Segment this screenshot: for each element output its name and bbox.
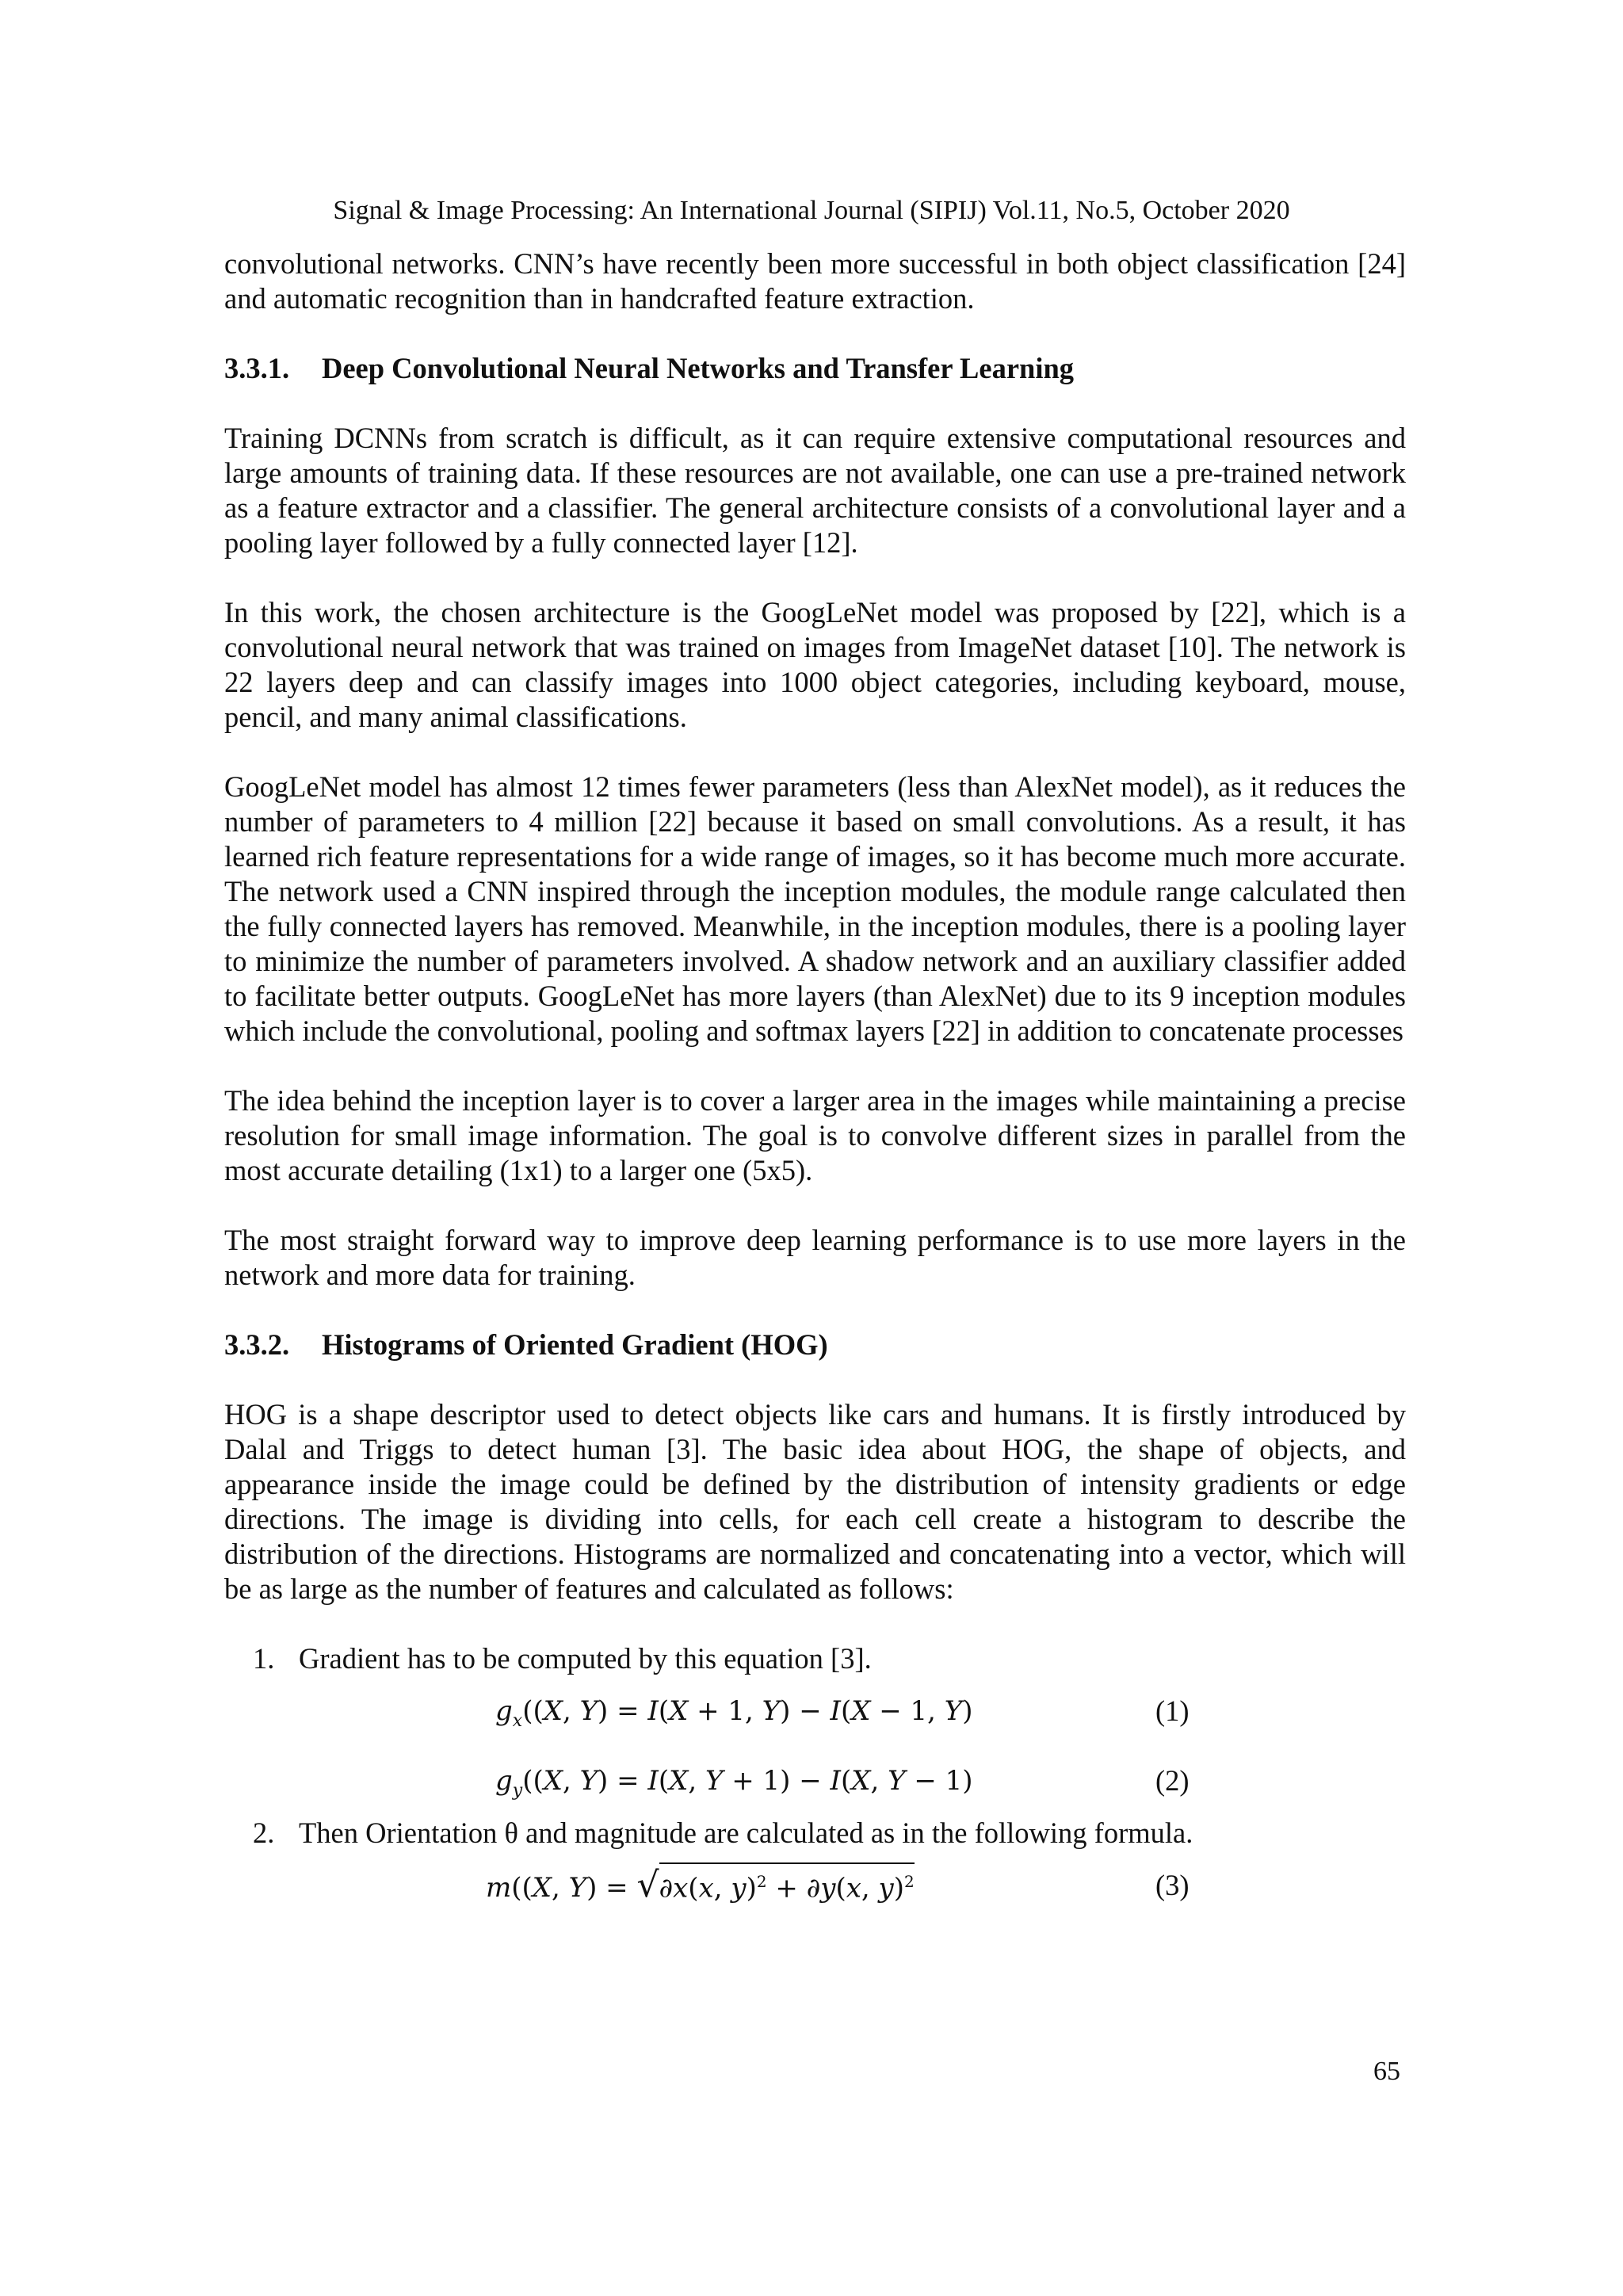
list-text: Then Orientation θ and magnitude are calculated as in the following formula. [299,1817,1193,1849]
equation-3 [224,1851,1406,1920]
list-number: 1. [253,1642,275,1675]
section-title: Deep Convolutional Neural Networks and Transfer Learning [322,352,1075,384]
section-heading-3-3-2 [224,1328,1406,1362]
running-header: Signal & Image Processing: An International Journal (SIPIJ) Vol.11, No.5, October 2020 [333,196,1290,225]
intro-paragraph: convolutional networks. CNN’s have recently been more successful in both object classification [24] and automatic recognition than in handcrafted feature extraction. [224,247,1406,315]
equation-1 [224,1676,1406,1746]
paragraph-inception-idea: The idea behind the inception layer is to cover a larger area in the images while maintaining a precise resolution for small image information. The goal is to convolve different sizes in parallel from the most accurate detailing (1x1) to a larger one (5x5). [224,1084,1406,1186]
list-number: 2. [253,1817,275,1849]
equation-2-formula: $g_y((X$, Y) = I(X, Y + 1) − I(X, Y − 1) [495,1765,973,1801]
paragraph-hog-description: HOG is a shape descriptor used to detect objects like cars and humans. It is firstly introduced by Dalal and Triggs to detect human [3]. The basic idea about HOG, the shape of objects, and appearance inside the image could be defined by the distribution of intensity gradients or edge directions. The image is dividing into cells, for each cell create a histogram to describe the distribution of the directions. Histograms are normalized and concatenating into a vector, which will be as large as the number of features and calculated as follows: [224,1398,1406,1605]
list-text: Gradient has to be computed by this equation [3]. [299,1642,872,1675]
section-number: 3.3.2. [224,1328,290,1361]
section-heading-3-3-1 [224,351,1406,386]
paragraph-performance: The most straight forward way to improve deep learning performance is to use more layers in the network and more data for training. [224,1224,1406,1291]
equation-3-number: (3) [1155,1869,1190,1901]
equation-1-formula: $g_x((X$, Y) = I(X + 1, Y) − I(X − 1, Y) [495,1695,973,1731]
page-body [224,246,1406,1920]
equation-3-formula: m((X, Y) = √∂x(x, y)$^2$ + ∂y(x, y)$^2$ [486,1851,915,1923]
paragraph-dcnn-training: Training DCNNs from scratch is difficult, as it can require extensive computational resources and large amounts of training data. If these resources are not available, one can use a pre-trained network as a feature extractor and a classifier. The general architecture consists of a convolutional layer and a pooling layer followed by a fully connected layer [12]. [224,422,1406,559]
list-item-1 [224,1641,1406,1676]
equation-1-number: (1) [1155,1694,1190,1727]
section-number: 3.3.1. [224,352,290,384]
page-number: 65 [1373,2057,1400,2086]
paragraph-googlenet-choice: In this work, the chosen architecture is the GoogLeNet model was proposed by [22], which is a convolutional neural network that was trained on images from ImageNet dataset [10]. The network is 22 layers deep and can classify images into 1000 object categories, including keyboard, mouse, pencil, and many animal classifications. [224,596,1406,733]
equation-2 [224,1746,1406,1816]
paragraph-googlenet-parameters: GoogLeNet model has almost 12 times fewer parameters (less than AlexNet model), as it reduces the number of parameters to 4 million [22] because it based on small convolutions. As a result, it has learned rich feature representations for a wide range of images, so it has become much more accurate. The network used a CNN inspired through the inception modules, the module range calculated then the fully connected layers has removed. Meanwhile, in the inception modules, there is a pooling layer to minimize the number of parameters involved. A shadow network and an auxiliary classifier added to facilitate better outputs. GoogLeNet has more layers (than AlexNet) due to its 9 inception modules which include the convolutional, pooling and softmax layers [22] in addition to concatenate processes [224,770,1406,1047]
section-title: Histograms of Oriented Gradient (HOG) [322,1328,828,1361]
equation-2-number: (2) [1155,1764,1190,1797]
